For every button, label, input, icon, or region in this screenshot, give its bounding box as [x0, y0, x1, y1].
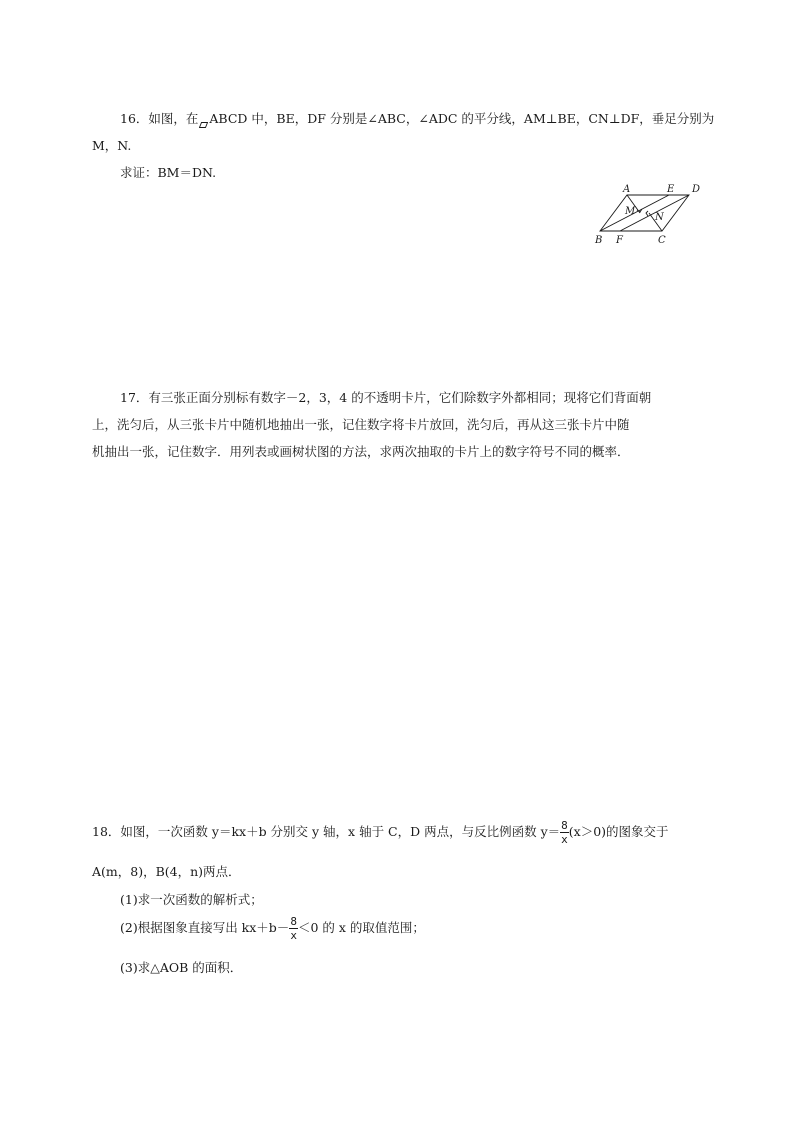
fraction-numerator-2: 8	[290, 915, 297, 928]
right-angle-mark-n	[646, 211, 648, 216]
label-m: M	[625, 206, 636, 217]
q18-sub3: (3)求△AOB 的面积．	[120, 960, 243, 975]
q16-line1-end: ABCD 中，BE，DF 分别是∠ABC，∠ADC 的平分线，AM⊥BE，CN⊥DF，垂足分别为	[209, 111, 715, 126]
q16-line2: M，N.	[92, 138, 132, 153]
q18-sub2	[120, 916, 425, 941]
q18-sub2-end: ＜0 的 x 的取值范围；	[297, 920, 425, 935]
parallelogram-icon	[199, 116, 208, 122]
q18-line1-end: (x＞0)的图象交于	[568, 824, 669, 839]
label-d: D	[692, 184, 701, 195]
q16-line1	[120, 109, 714, 127]
label-e: E	[667, 184, 675, 195]
label-f: F	[616, 235, 623, 246]
q18-sub1: (1)求一次函数的解析式；	[120, 892, 263, 907]
fraction-8-over-x	[560, 820, 569, 845]
label-c: C	[658, 235, 666, 246]
q17-line2: 上，洗匀后，从三张卡片中随机地抽出一张，记住数字将卡片放回，洗匀后，再从这三张卡片中随	[92, 417, 630, 432]
q17-line3: 机抽出一张，记住数字．用列表或画树状图的方法，求两次抽取的卡片上的数字符号不同的概率．	[92, 444, 630, 459]
q17-line1: 17．有三张正面分别标有数字－2，3，4 的不透明卡片，它们除数字外都相同；现将它们背面朝	[120, 390, 652, 405]
fraction-8-over-x-2	[289, 916, 298, 941]
label-b: B	[595, 235, 603, 246]
q16-line1-start: 16．如图，在	[120, 111, 199, 126]
label-n: N	[655, 212, 664, 223]
q18-sub2-start: (2)根据图象直接写出 kx＋b－	[120, 920, 290, 935]
label-a: A	[623, 184, 631, 195]
fraction-denominator-2: x	[290, 929, 297, 942]
q18-line2: A(m，8)，B(4，n)两点．	[92, 864, 241, 879]
q18-line1	[92, 820, 669, 845]
q16-line3: 求证：BM＝DN.	[120, 165, 217, 180]
fraction-denominator: x	[561, 833, 568, 846]
parallelogram-outline	[600, 195, 689, 231]
q18-line1-start: 18．如图，一次函数 y＝kx＋b 分别交 y 轴，x 轴于 C，D 两点，与反比例函数 y＝	[92, 824, 561, 839]
fraction-numerator: 8	[561, 819, 568, 832]
q16-parallelogram-figure	[590, 180, 710, 250]
